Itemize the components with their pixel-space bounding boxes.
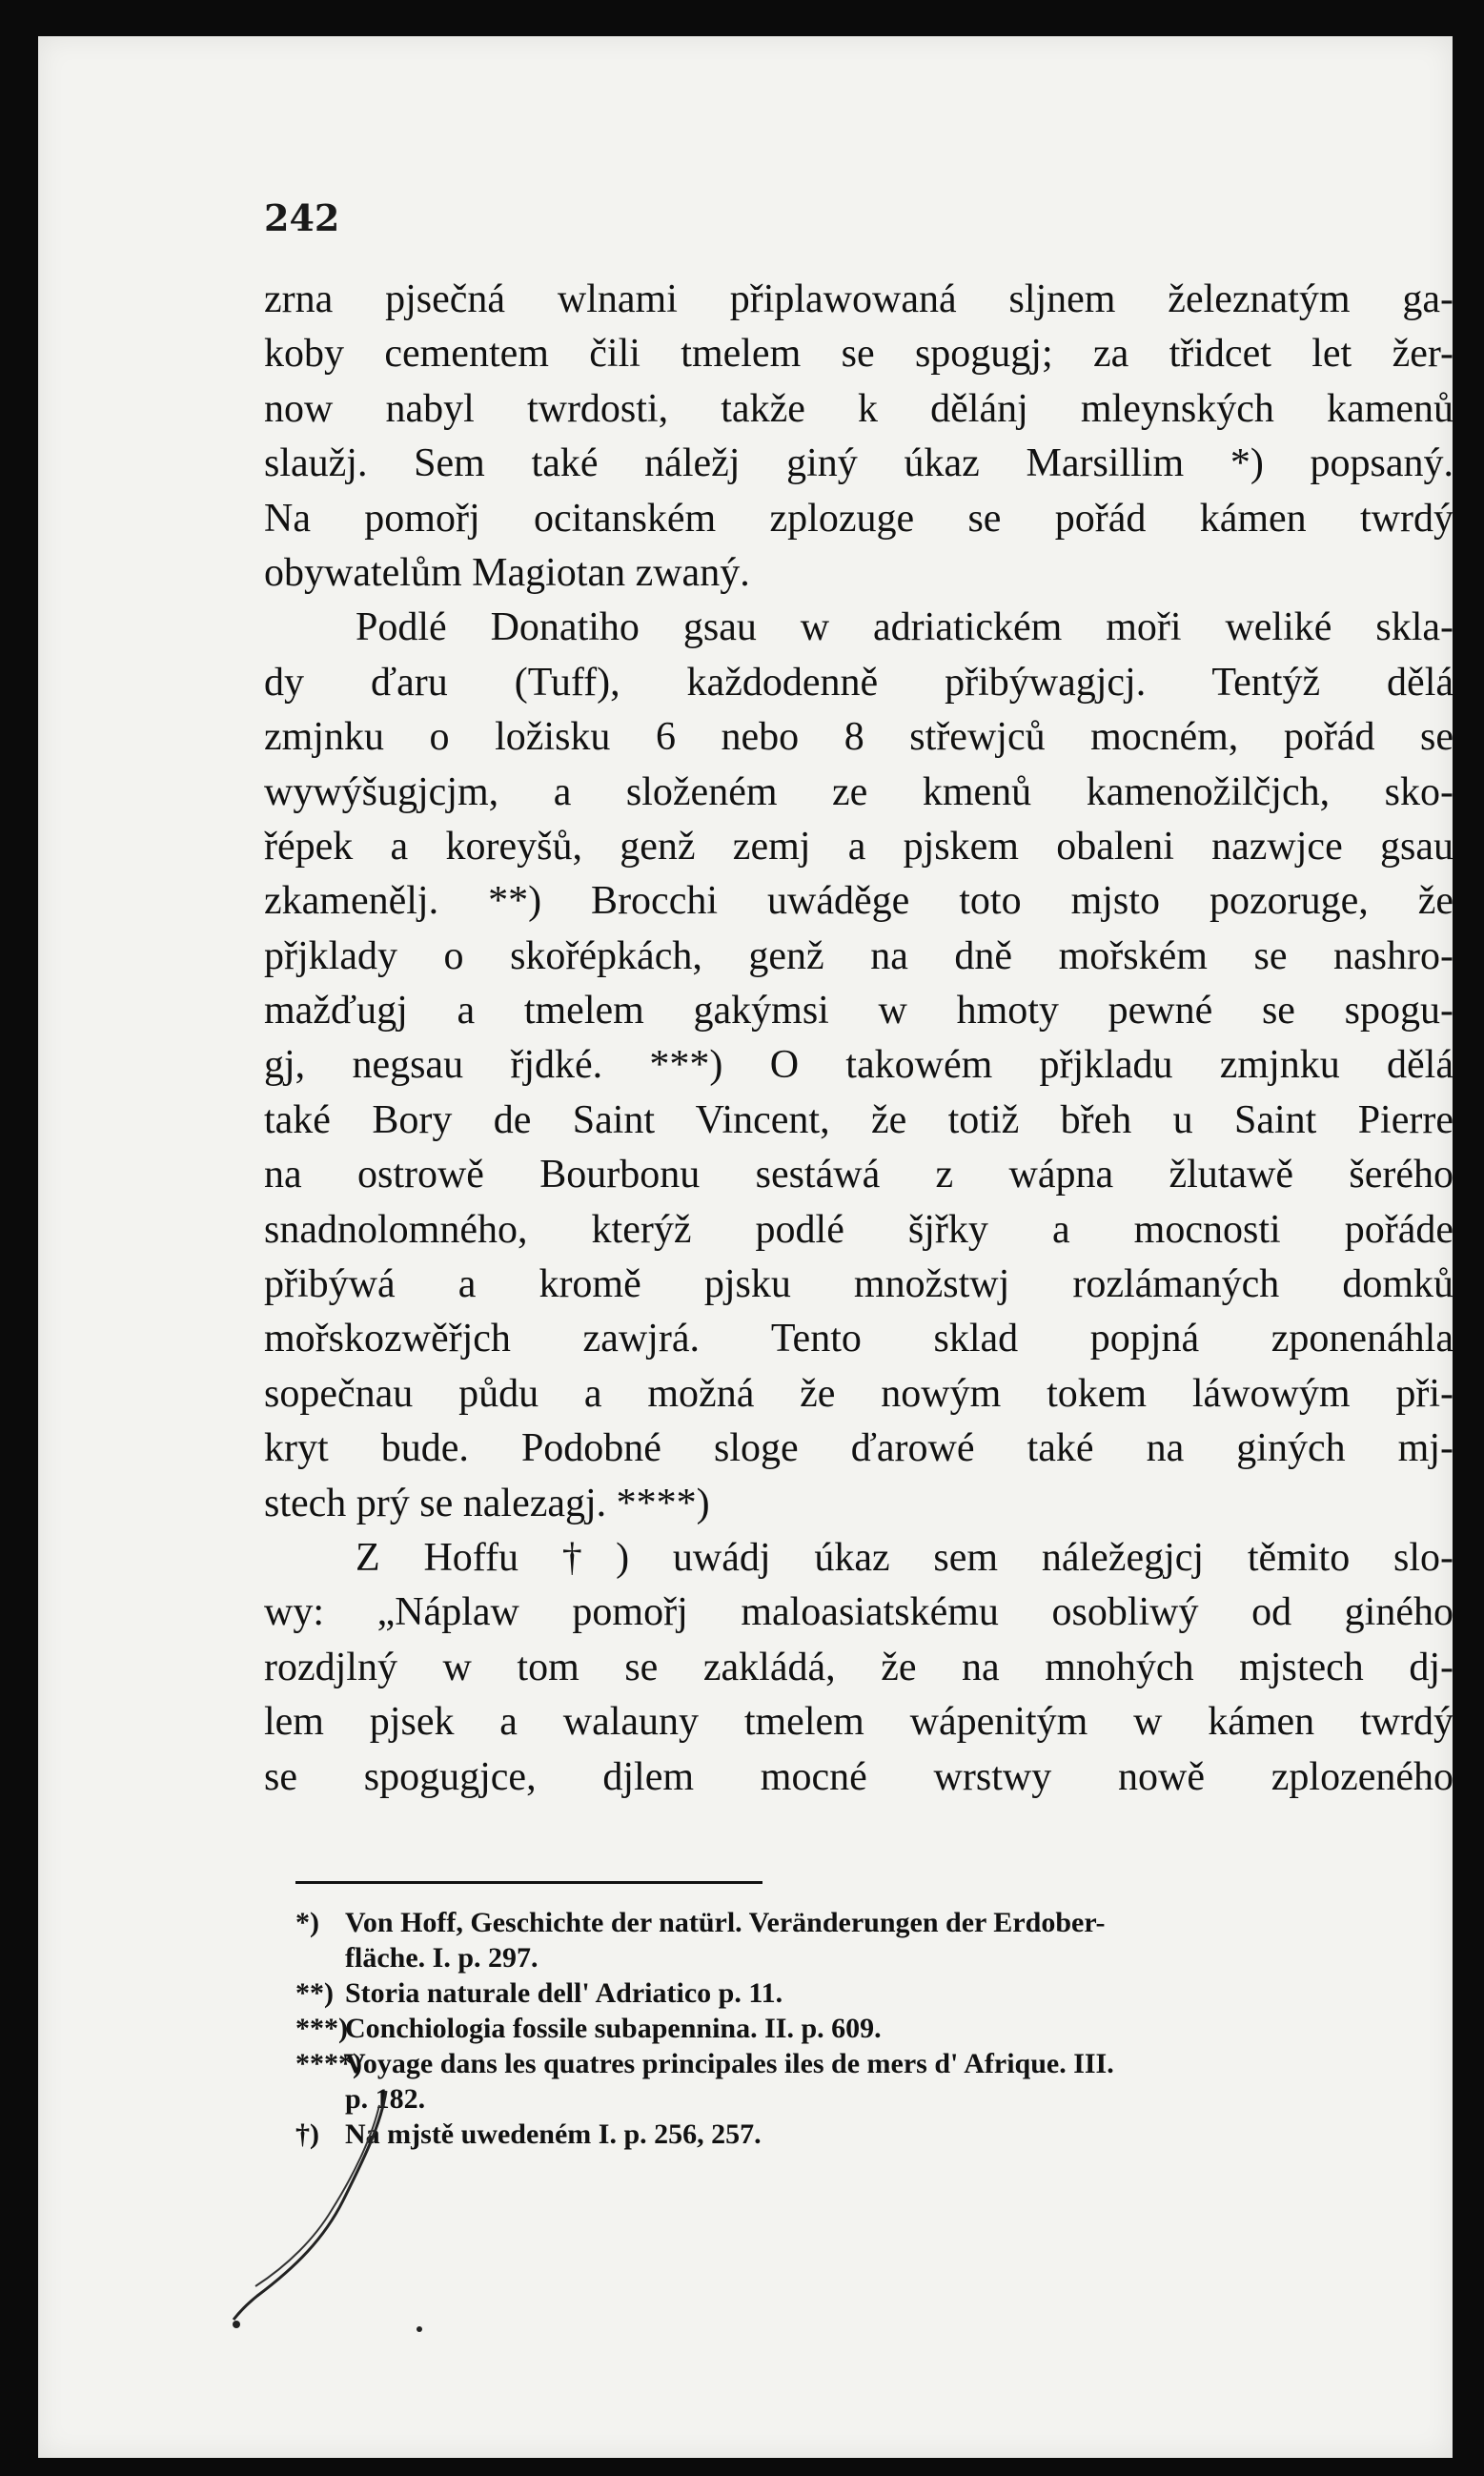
text-line: řépek a koreyšů, genž zemj a pjskem obaleni nazwjce gsau (264, 824, 1454, 869)
text-line: kryt bude. Podobné sloge ďarowé také na giných mj- (264, 1426, 1454, 1471)
footnote (295, 1975, 1449, 2011)
text-line: sopečnau půdu a možná že nowým tokem láwowým při- (264, 1371, 1454, 1416)
footnote-mark: †) (295, 2118, 319, 2150)
footnote-mark: ***) (295, 2013, 348, 2044)
text-line: koby cementem čili tmelem se spogugj; za třidcet let žer- (264, 332, 1454, 377)
text-line: zmjnku o ložisku 6 nebo 8 střewjců mocném, pořád se (264, 715, 1454, 760)
footnote-mark: **) (295, 1977, 334, 2009)
footnote-mark: *) (295, 1907, 319, 1938)
footnote-text: Na mjstě uwedeném I. p. 256, 257. (345, 2118, 762, 2150)
footnote-text: Conchiologia fossile subapennina. II. p. 609. (345, 2013, 882, 2044)
text-line: obywatelům Magiotan zwaný. (264, 550, 750, 595)
text-line: zkamenělj. **) Brocchi uwáděge toto mjsto pozoruge, že (264, 879, 1454, 924)
pen-scribble (219, 2086, 429, 2334)
main-text (264, 273, 1454, 1805)
page-number: 242 (264, 196, 340, 239)
text-line: rozdjlný w tom se zakládá, že na mnohých mjstech dj- (264, 1645, 1454, 1689)
text-line: lem pjsek a walauny tmelem wápenitým w kámen twrdý (264, 1700, 1454, 1745)
text-line: wywýšugjcjm, a složeném ze kmenů kamenožilčjch, sko- (264, 769, 1454, 814)
text-line: přjklady o skořépkách, genž na dně mořském se nashro- (264, 933, 1454, 978)
text-line: zrna pjsečná wlnami připlawowaná sljnem železnatým ga- (264, 277, 1454, 321)
text-line: now nabyl twrdosti, takže k dělánj mleynských kamenů (264, 386, 1454, 431)
book-page (38, 36, 1453, 2458)
text-line: také Bory de Saint Vincent, že totiž břeh u Saint Pierre (264, 1097, 1454, 1142)
text-line: Z Hoffu †) uwádj úkaz sem náležegjcj těmito slo- (356, 1535, 1454, 1580)
text-line: dy ďaru (Tuff), každodenně přibýwagjcj. Tentýž dělá (264, 660, 1454, 705)
footnote (295, 2046, 1449, 2117)
footnote-continuation: p. 182. (345, 2083, 426, 2115)
text-line: wy: „Náplaw pomořj maloasiatskému osobliwý od giného (264, 1590, 1454, 1635)
footnote-mark: ****) (295, 2048, 362, 2079)
footnote-text: Voyage dans les quatres principales iles de mers d' Afrique. III. (345, 2048, 1114, 2079)
footnote (295, 1905, 1449, 1975)
footnote (295, 2011, 1449, 2046)
text-line: se spogugjce, djlem mocné wrstwy nowě zplozeného (264, 1754, 1454, 1799)
text-line: Na pomořj ocitanském zplozuge se pořád kámen twrdý (264, 496, 1454, 541)
text-line: slaužj. Sem také náležj giný úkaz Marsillim *) popsaný. (264, 441, 1454, 486)
text-line: mořskozwěřjch zawjrá. Tento sklad popjná zponenáhla (264, 1317, 1454, 1361)
text-line: stech prý se nalezagj. ****) (264, 1481, 710, 1525)
footnote-text: Storia naturale dell' Adriatico p. 11. (345, 1977, 783, 2009)
text-line: na ostrowě Bourbonu sestáwá z wápna žlutawě šerého (264, 1153, 1454, 1197)
footnote (295, 2117, 1449, 2152)
footnote-divider (295, 1881, 762, 1884)
text-line: mažďugj a tmelem gakýmsi w hmoty pewné se spogu- (264, 989, 1454, 1033)
text-line: přibýwá a kromě pjsku množstwj rozlámaných domků (264, 1262, 1454, 1307)
footnotes (295, 1905, 1449, 2152)
footnote-continuation: fläche. I. p. 297. (345, 1942, 539, 1974)
text-line: gj, negsau řjdké. ***) O takowém přjkladu zmjnku dělá (264, 1043, 1454, 1088)
text-line: snadnolomného, kterýž podlé šjřky a mocnosti pořáde (264, 1207, 1454, 1252)
text-line: Podlé Donatiho gsau w adriatickém moři weliké skla- (356, 605, 1454, 650)
footnote-text: Von Hoff, Geschichte der natürl. Veränderungen der Erdober- (345, 1907, 1106, 1938)
